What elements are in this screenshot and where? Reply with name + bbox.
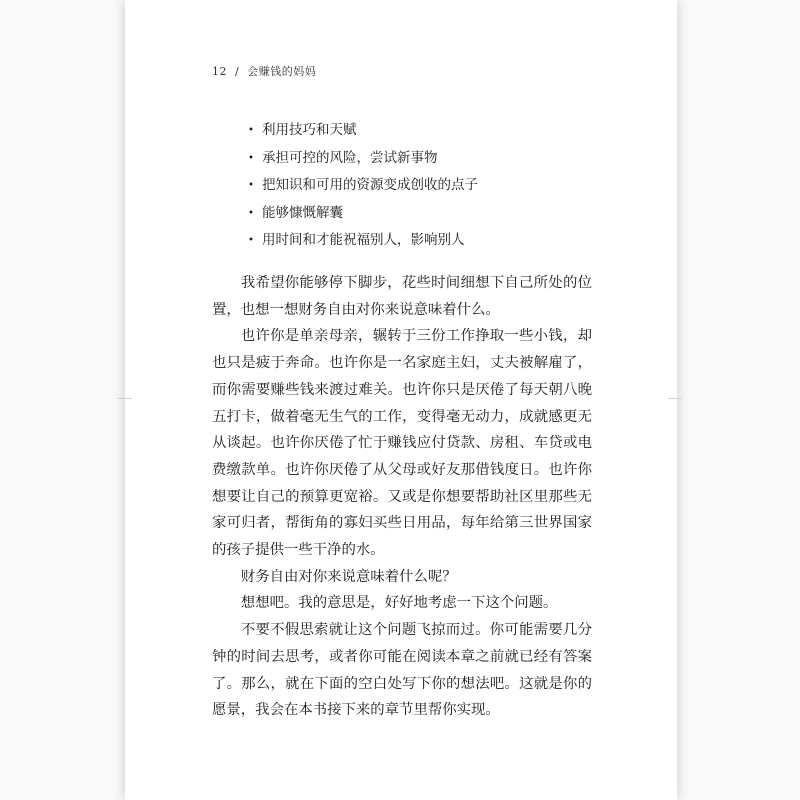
bullet-icon: •	[248, 125, 254, 136]
paragraph: 想想吧。我的意思是，好好地考虑一下这个问题。	[240, 595, 558, 612]
left-fold-mark	[118, 398, 132, 399]
bullet-icon: •	[248, 207, 254, 219]
bullet-item: • 把知识和可用的资源变成创收的点子	[248, 172, 478, 200]
page-number: 12	[212, 65, 227, 78]
header-separator: /	[235, 65, 240, 78]
body-text	[212, 270, 592, 724]
paragraph: 财务自由对你来说意味着什么呢？	[240, 568, 457, 585]
bullet-item: • 利用技巧和天赋	[248, 117, 478, 145]
right-fold-mark	[668, 398, 682, 399]
bullet-item: • 用时间和才能祝福别人，影响别人	[248, 227, 478, 255]
bullet-icon: •	[248, 235, 254, 246]
book-title: 会赚钱的妈妈	[247, 65, 317, 78]
left-gutter	[0, 0, 125, 800]
bullet-icon: •	[248, 152, 254, 164]
bullet-icon: •	[248, 180, 254, 191]
paragraph: 我希望你能够停下脚步，花些时间细想下自己所处的位置，也想一想财务自由对你来说意味着什么。	[212, 275, 592, 318]
running-head	[212, 63, 316, 79]
bullet-item: • 承担可控的风险，尝试新事物	[248, 145, 478, 173]
right-gutter	[677, 0, 800, 800]
paragraph: 也许你是单亲母亲，辗转于三份工作挣取一些小钱，却也只是疲于奔命。也许你是一名家庭主妇，丈夫被解雇了，而你需要赚些钱来渡过难关。也许你只是厌倦了每天朝八晚五打卡，做着毫无生气的工作，变得毫无动力，成就感更无从谈起。也许你厌倦了忙于赚钱应付贷款、房租、车贷或电费缴款单。也许你厌倦了从父母或好友那借钱度日。也许你想要让自己的预算更宽裕。又或是你想要帮助社区里那些无家可归者，帮街角的寡妇买些日用品，每年给第三世界国家的孩子提供一些干净的水。	[212, 328, 592, 559]
bullet-list	[248, 117, 478, 255]
bullet-item: • 能够慷慨解囊	[248, 200, 478, 228]
paragraph: 不要不假思索就让这个问题飞掠而过。你可能需要几分钟的时间去思考，或者你可能在阅读本章之前就已经有答案了。那么，就在下面的空白处写下你的想法吧。这就是你的愿景，我会在本书接下来的章节里帮你实现。	[212, 622, 592, 719]
